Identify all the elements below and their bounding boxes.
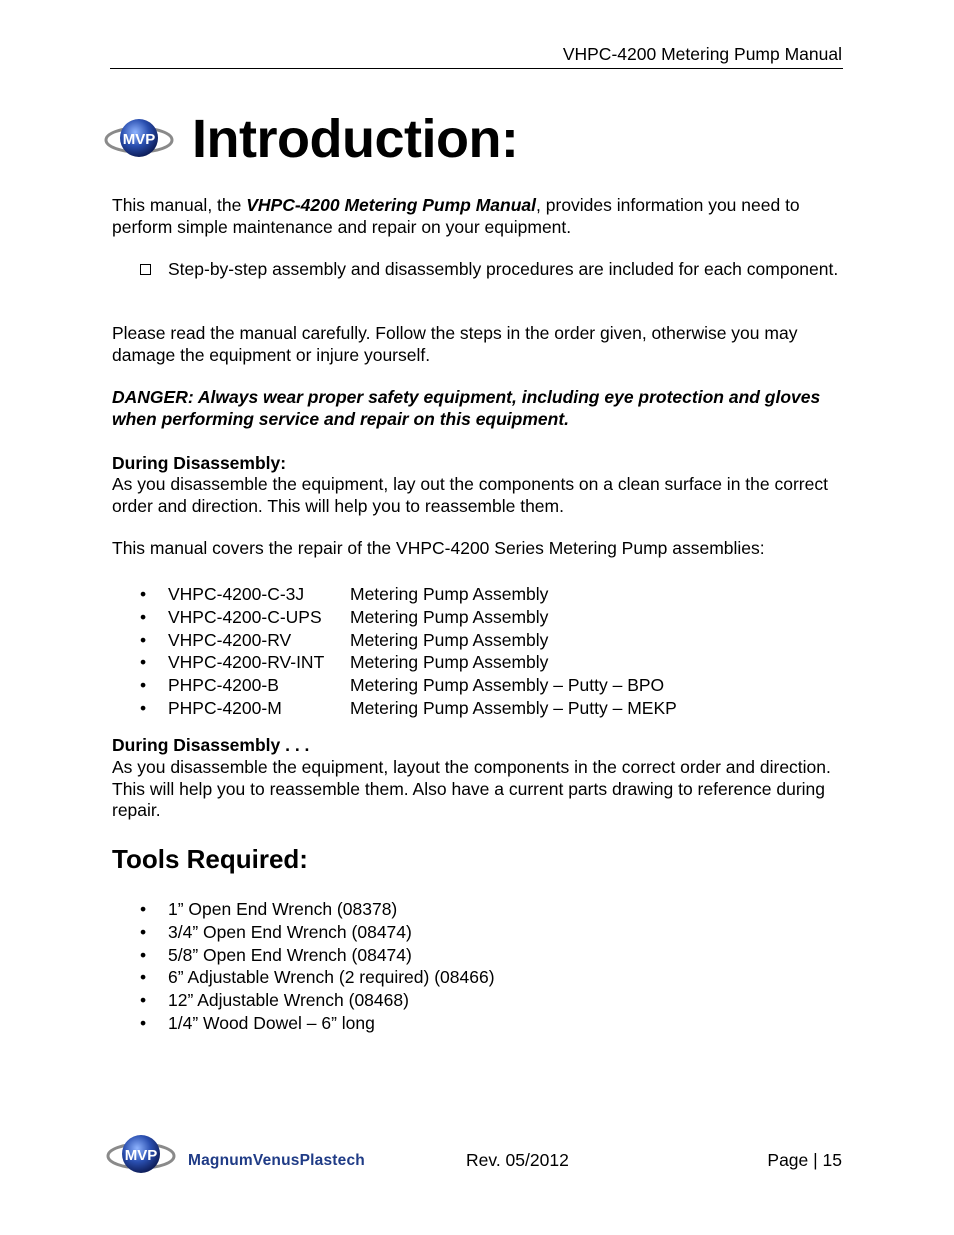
- checklist-item: [140, 259, 840, 281]
- during-disassembly-text: As you disassemble the equipment, lay out the components on a clean surface in the correct order and direction. This will help you to reassemble them.: [112, 474, 828, 516]
- bullet-icon: •: [140, 990, 147, 1011]
- bullet-icon: •: [140, 1012, 147, 1033]
- footer-page-number: Page | 15: [767, 1150, 842, 1170]
- tools-heading: Tools Required:: [112, 844, 308, 874]
- logo-text: MVP: [124, 1147, 158, 1164]
- checklist-item-text: Step-by-step assembly and disassembly procedures are included for each component.: [168, 259, 839, 279]
- footer-brand: MagnumVenusPlastech: [188, 1152, 365, 1169]
- logo-text: MVP: [122, 131, 156, 148]
- bullet-icon: •: [140, 652, 147, 673]
- assembly-desc: Metering Pump Assembly – Putty – MEKP: [350, 697, 677, 718]
- page-heading: Introduction:: [192, 109, 519, 169]
- tool-item: 12” Adjustable Wrench (08468): [168, 990, 409, 1011]
- intro-paragraph: [112, 195, 852, 238]
- assembly-code: VHPC-4200-C-UPS: [168, 606, 322, 627]
- during-disassembly-heading: During Disassembly:: [112, 453, 287, 473]
- mvp-globe-icon: [106, 1132, 176, 1176]
- bullet-icon: •: [140, 697, 147, 718]
- intro-text-after: , provides information you need to perform simple maintenance and repair on your equipment.: [112, 195, 800, 237]
- covers-paragraph: This manual covers the repair of the VHPC-4200 Series Metering Pump assemblies:: [112, 538, 765, 558]
- assembly-code: VHPC-4200-RV-INT: [168, 652, 325, 673]
- assembly-code: PHPC-4200-B: [168, 675, 279, 696]
- checkbox-icon: [140, 264, 151, 275]
- assembly-desc: Metering Pump Assembly: [350, 629, 549, 650]
- tool-item: 1/4” Wood Dowel – 6” long: [168, 1012, 375, 1033]
- assembly-code: VHPC-4200-RV: [168, 629, 292, 650]
- footer-revision: Rev. 05/2012: [466, 1150, 569, 1170]
- bullet-icon: •: [140, 675, 147, 696]
- assembly-code: VHPC-4200-C-3J: [168, 584, 305, 604]
- bullet-icon: •: [140, 899, 147, 919]
- tool-item: 3/4” Open End Wrench (08474): [168, 921, 412, 942]
- during-disassembly-heading-2: During Disassembly . . .: [112, 735, 310, 755]
- tool-item: 6” Adjustable Wrench (2 required) (08466): [168, 967, 495, 988]
- intro-text-before: This manual, the: [112, 195, 247, 215]
- danger-warning: DANGER: Always wear proper safety equipment, including eye protection and gloves when performing service and repair on this equipment.: [112, 387, 821, 429]
- assembly-code: PHPC-4200-M: [168, 697, 282, 718]
- tool-item: 5/8” Open End Wrench (08474): [168, 944, 412, 965]
- bullet-icon: •: [140, 584, 147, 604]
- footer-mvp-logo: [106, 1132, 176, 1176]
- header-rule: [110, 68, 843, 69]
- bullet-icon: •: [140, 944, 147, 965]
- bullet-icon: •: [140, 629, 147, 650]
- assembly-desc: Metering Pump Assembly: [350, 606, 549, 627]
- please-read-paragraph: Please read the manual carefully. Follow the steps in the order given, otherwise you may damage the equipment or injure yourself.: [112, 323, 798, 365]
- manual-title: VHPC-4200 Metering Pump Manual: [246, 195, 537, 215]
- bullet-icon: •: [140, 921, 147, 942]
- bullet-icon: •: [140, 967, 147, 988]
- tool-item: 1” Open End Wrench (08378): [168, 899, 398, 919]
- bullet-icon: •: [140, 606, 147, 627]
- mvp-globe-icon: [104, 116, 174, 160]
- assembly-desc: Metering Pump Assembly – Putty – BPO: [350, 675, 665, 696]
- assembly-desc: Metering Pump Assembly: [350, 584, 549, 604]
- assembly-desc: Metering Pump Assembly: [350, 652, 549, 673]
- page-header-title: VHPC-4200 Metering Pump Manual: [562, 44, 842, 64]
- during-disassembly-text-2: As you disassemble the equipment, layout the components in the correct order and direction. This will help you to reassemble them. Also have a current parts drawing to reference during repair.: [112, 757, 831, 820]
- mvp-logo: [104, 116, 174, 160]
